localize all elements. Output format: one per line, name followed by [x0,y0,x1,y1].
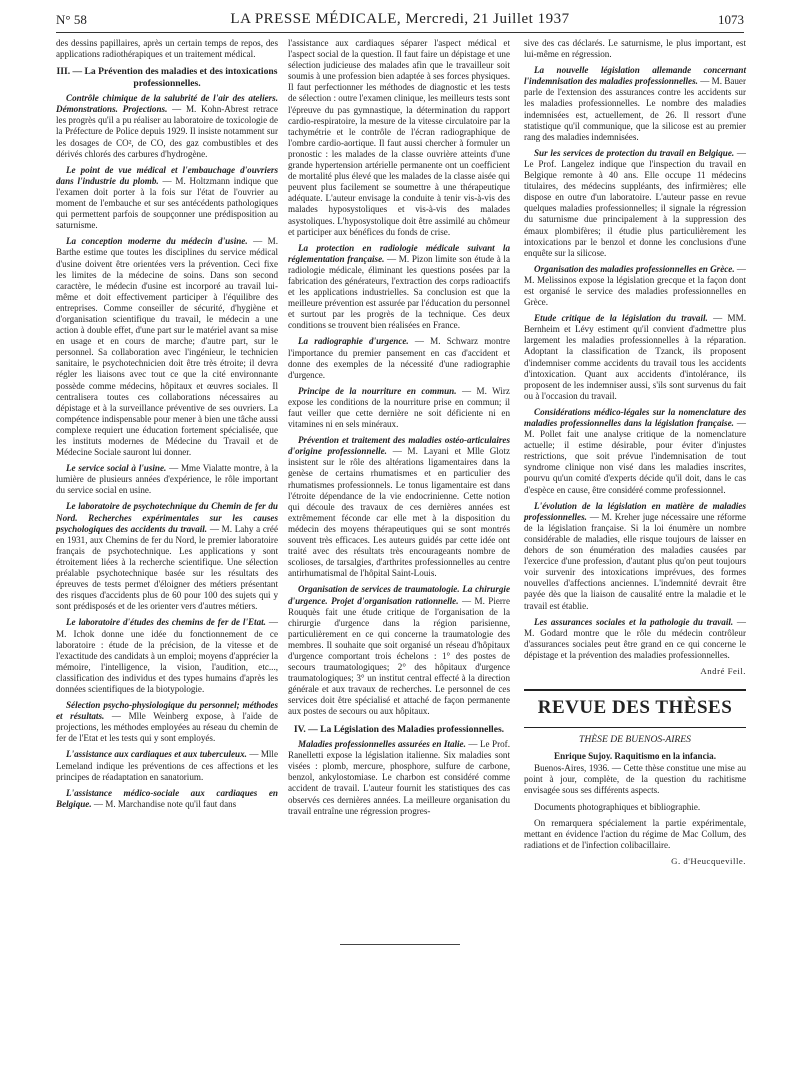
section-item-body: — M. Godard montre que le rôle du médecin contrôleur d'assurances sociales peut être grand en ce qui concerne le dépistage et la prévention des maladies professionnelles. [524,616,746,660]
section-item-title: Le laboratoire de psychotechnique du Chemin de fer du Nord. Recherches expérimentales sur les causes psychologiques des accidents du travail. [56,501,278,534]
section-item [524,501,746,612]
section-item-title: Maladies professionnelles assurées en Italie. [298,739,466,750]
section-item [56,749,278,782]
section-item-body: — M. Barthe estime que toutes les disciplines du service médical d'usine doivent être orientées vers la prévention. Ceci fixe les limites de la médecine de soins. Dans son second caractère, le médecin d'usine est incorporé au travail lui-même et doit effectivement participer à l'équilibre des entreprises. Comme conseiller de sécurité, d'hygiène et d'organisation scientifique du travail, le médecin a une action à double effet, d'une part sur le matériel avant sa mise en usage et en cours de marche; d'autre part, sur le personnel. Sa collaboration avec l'ingénieur, le technicien sanitaire, le psychotechnicien doit être très étroite; il devra régler les liaisons avec tout ce que la cité environnante possède comme médecins, hôpitaux et œuvres sociales. Il centralisera toutes ces collaborations nécessaires au dépistage et à la surveillance préventive de ses ouvriers. La compétence indispensable pour mener à bien une tâche aussi complexe requiert une éducation fortement spécialisée, que les instituts modernes de Médecine du Travail et de Médecine Sociale sauront lui donner. [56,236,278,458]
section-item [524,65,746,143]
section-item-title: Organisation de services de traumatologie. La chirurgie d'urgence. Projet d'organisation rationnelle. [288,584,510,606]
these-body-1: Buenos-Aires, 1936. — Cette thèse constitue une mise au point à jour, complète, de la question du rachitisme envisagée sous ses différents aspects. [524,763,746,796]
page-header [56,10,744,33]
section-item [288,435,510,579]
journal-title: LA PRESSE MÉDICALE, Mercredi, 21 Juillet 1937 [230,11,570,27]
these-head: Enrique Sujoy. Raquitismo en la infancia. [554,751,716,762]
section-item-body: — M. Wirz expose les conditions de la nourriture prise en commun; il faut veiller que cette dernière ne soit déficiente ni en vitamines ni en sels minéraux. [288,385,510,430]
column-3 [524,38,746,877]
these-body-3: On remarquera spécialement la partie expérimentale, mettant en évidence l'action du régime de Mac Collum, des radiations et de l'infection colibacillaire. [524,817,746,850]
section-3-title: III. — La Prévention des maladies et des intoxications professionnelles. [56,66,278,89]
article-columns [56,38,746,938]
section-item [524,264,746,308]
section-item-body: — M. Layani et Mlle Glotz insistent sur le rôle des altérations ligamentaires dans la genèse de certains rhumatismes et en particulier des rhumatismes professionnels. Le tonus ligamentaire est dans l'étroite dépendance de la vie endocrinienne. Cette notion qui découle des travaux de ces dernières années est extrêmement féconde car elle met à la disposition du médecin des moyens thérapeutiques qui se sont montrés souvent très efficaces. Les auteurs guidés par cette idée ont traité avec des résultats très encourageants nombre de scolioses, de tarsalgies, d'arthrites professionnelles au centre antirhumatismal de l'hôpital Saint-Louis. [288,446,510,579]
section-item [288,336,510,380]
section-item-body: — Mme Vialatte montre, à la lumière de plusieurs années d'expérience, le rôle important du service social en usine. [56,463,279,496]
col1-intro: des dessins papillaires, après un certain temps de repos, des applications radiothérapiques et un traitement médical. [56,38,278,60]
section-4-title: IV. — La Législation des Maladies professionnelles. [293,723,505,735]
section-item-title: La protection en radiologie médicale suivant la réglementation française. [288,242,510,264]
section-item [56,463,278,496]
section-item-title: La conception moderne du médecin d'usine. [66,236,248,247]
section-item-title: Les assurances sociales et la pathologie du travail. [534,616,734,627]
section-item-title: Organisation des maladies professionnelles en Grèce. [534,263,735,274]
section-item [56,700,278,744]
section-item-body: — M. Kohn-Abrest retrace les progrès qu'il a pu réaliser au laboratoire de toxicologie de la Préfecture de Police depuis 1929. Il insiste notamment sur les dosages de CO², de CO, des gaz combustibles et des dérivés chlorés des carbures d'hydrogène. [56,104,278,159]
section-item-body: — M. Marchandise note qu'il faut dans [93,798,237,809]
section-item-title: Considérations médico-légales sur la nomenclature des maladies professionnelles dans la législation française. [524,406,746,428]
section-item-title: L'évolution de la législation en matière de maladies professionnelles. [524,500,746,522]
section-item-body: — M. Holtzmann indique que l'examen doit porter à la fois sur l'état de l'ouvrier au moment de l'embauche et sur ses antécédents pathologiques qui permettent parfois de soupçonner une prédisposition au saturnisme. [56,175,278,231]
section-item [56,788,278,810]
col3-intro: sive des cas déclarés. Le saturnisme, le plus important, est lui-même en régression. [524,38,746,60]
section-item [524,407,746,496]
section-item-body: — M. Pierre Rouquès fait une étude critique de l'organisation de la chirurgie d'urgence dans la région parisienne, particulièrement en ce qui concerne la traumatologie des membres. Il souhaite que soit organisé un réseau d'hôpitaux d'urgence comportant trois échelons : 1° des postes de secours traumatologiques; 2° des hôpitaux d'urgence traumatologiques; 3° un institut central effecté à la direction générale et aux travaux de recherches. Le personnel de ces services doit être spécialisé et attaché de façon permanente aux postes de secours ou aux hôpitaux. [288,595,510,717]
section-item-title: Prévention et traitement des maladies ostéo-articulaires d'origine professionnelle. [288,435,510,457]
section-item-body: — M. Kreher juge nécessaire une réforme de la législation française. Si la loi énumère un nombre considérable de maladies, elle risque toujours de laisser en dehors de son énumération des maladies causées par l'exercice d'une profession, d'autant plus qu'on peut toujours voir survenir des intoxications imprévues, des formes nouvelles d'affections anciennes. L'indemnité devrait être payée dès que la liaison de causalité entre la maladie et le travail est établie. [524,511,746,611]
section-item [288,386,510,430]
section-item-title: La radiographie d'urgence. [298,336,409,347]
section-item-body: — Mlle Weinberg expose, à l'aide de projections, les méthodes employées au réseau du chemin de fer de l'Etat et les tests qui y sont employés. [56,711,278,744]
section-item [524,313,746,402]
section-item-title: Le laboratoire d'études des chemins de fer de l'Etat. [66,617,266,628]
section-item [524,148,746,259]
section-item-title: Etude critique de la législation du travail. [534,313,708,324]
section-item-title: Principe de la nourriture en commun. [298,385,457,396]
section-item-body: — M. Schwarz montre l'importance du premier pansement en cas d'accident et donne des exemples de la nécessité d'une radiographie d'urgence. [288,336,510,380]
section-item [288,584,510,717]
section-item-body: — M. Lahy a créé en 1931, aux Chemins de fer du Nord, le premier laboratoire français de psychotechnique. Les applications y sont étroitement liées à la recherche scientifique. Une sélection préalable psychotechnique basée sur les résultats des épreuves de tests permet d'éloigner des métiers présentant des risques d'accidents plus de 60 pour 100 des sujets qui y sont prédisposés et de les orienter vers d'autres métiers. [56,523,279,612]
section-item [288,243,510,332]
section-item-body: — Le Prof. Ranelletti expose la législation italienne. Six maladies sont visées : plomb, mercure, phosphore, sulfure de carbone, benzol, ankylostomiase. Le charbon est considéré comme accident de travail. L'auteur fournit les statistiques des cas observés ces dernières années. La meilleure organisation du travail entraîne une régression progres- [288,739,510,816]
these-title: THÈSE DE BUENOS-AIRES [579,734,691,746]
column-1 [56,38,278,815]
section-item [56,165,278,232]
section-item-body: — MM. Bernheim et Lévy estiment qu'il convient d'admettre plus largement les maladies professionnelles à la réparation. Adoptant la classification de Tzanck, ils proposent d'indemniser comme accidents du travail tous les accidents d'intoxication. Quant aux accidents d'intolérance, ils proposent de les indemniser aussi, s'ils sont survenus du fait ou à l'occasion du travail. [524,313,747,401]
section-item-title: La nouvelle législation allemande concernant l'indemnisation des maladies professionnelles. [524,65,746,87]
section-item [56,93,278,160]
section-item-title: Sur les services de protection du travail en Belgique. [534,147,735,158]
these-body-2: Documents photographiques et bibliographie. [534,801,701,812]
section-item [56,501,278,612]
section-item [56,236,278,458]
section-item [524,617,746,661]
section-item-body: — M. Pollet fait une analyse critique de la nomenclature actuelle; il estime désirable, pour éviter d'injustes restrictions, que soit prévue l'indemnisation de tout syndrome clinique non visé dans les maladies inscrites, pourvu qu'un comité d'experts décide qu'il doit, dans le cas d'espèce en cause, être considéré comme professionnel. [524,418,746,495]
section-item-body: — M. Melissinos expose la législation grecque et la façon dont est organisé le service des maladies professionnelles en Grèce. [524,263,746,308]
section-item-title: L'assistance médico-sociale aux cardiaques en Belgique. [56,787,278,809]
section-item-body: — M. Pizon limite son étude à la radiologie médicale, éliminant les questions posées par la fabrication des générateurs, l'extraction des corps radioactifs et les applications industrielles. Sa conclusion est que la meilleure prévention est assurée par l'éducation du personnel et surtout par les progrès de la technique. Ces deux conditions se trouvent bien réalisées en France. [288,253,510,331]
col2-intro: l'assistance aux cardiaques séparer l'aspect médical et l'aspect social de la question. Il faut faire un dépistage et une sélection judicieuse des malades afin que le travailleur soit soumis à une profession bien adaptée à ses forces physiques. Il faut perfectionner les méthodes de diagnostic et les tests de sélection : outre l'examen clinique, les meilleurs tests sont l'épreuve du pas gymnastique, la détermination du rapport cardio-respiratoire, la mesure de la vitesse circulatoire par la tachymétrie et le contrôle de l'écran radiographique de l'ombre cardio-aortique. Il faut aussi chercher à formuler un pronostic : les malades de la classe ouvrière atteints d'une grande hypertension artérielle permanente ont un coefficient de mortalité plus élevé que les malades de la classe aisée qui peuvent plus facilement se soumettre à une thérapeutique adéquate. L'auteur envisage la conduite à tenir vis-à-vis des malades hyposystoliques et vis-à-vis des malades asystoliques. L'hyposystolique doit être assimilé au chômeur et participer aux bénéfices du fonds de crise. [288,38,510,237]
signature: André Feil. [700,665,746,676]
section-item-body: — Le Prof. Langelez indique que l'inspection du travail en Belgique remonte à 40 ans. Elle occupe 11 médecins titulaires, des médecins suppléants, des infirmières; elle dispose en outre d'un laboratoire. L'auteur passe en revue quelques maladies professionnelles; il signale la régression du saturnisme due principalement à la suppression des émaux plombifères; il étudie plus particulièrement les intoxications par le benzol et donne les conclusions d'une enquête sur la silicose. [524,147,746,258]
section-item-body: — M. Bauer parle de l'extension des assurances contre les accidents sur les maladies professionnelles. Le nombre des maladies indemnisées est, actuellement, de 26. Il ressort d'une statistique qu'il communique, que la silicose est au premier rang des maladies indemnisées. [524,76,746,142]
column-2 [288,38,510,822]
section-item [288,739,510,817]
bottom-rule [340,944,460,945]
section-item-title: Le service social à l'usine. [66,463,167,474]
page-number: 1073 [718,12,744,27]
section-item-title: L'assistance aux cardiaques et aux tuberculeux. [66,749,247,760]
section-item-title: Sélection psycho-physiologique du personnel; méthodes et résultats. [56,700,278,722]
section-item-body: — M. Ichok donne une idée du fonctionnement de ce laboratoire : étude de la précision, de la vitesse et de l'exactitude des candidats à un emploi; moyens d'apprécier la mémoire, l'intelligence, la vision, l'audition, etc..., classification des individus et des types humains d'après les données scientifiques de la biotypologie. [56,617,278,694]
these-signature: G. d'Heucqueville. [671,855,746,866]
section-item [56,617,278,695]
section-item-title: Contrôle chimique de la salubrité de l'air des ateliers. Démonstrations. Projections. [56,93,278,115]
issue-number: N° 58 [56,12,87,27]
section-item-title: Le point de vue médical et l'embauchage d'ouvriers dans l'industrie du plomb. [56,164,278,186]
revue-title: REVUE DES THÈSES [524,689,746,728]
section-item-body: — Mlle Lemeland indique les préventions de ces affections et les principes de réadaptation en sanatorium. [56,749,278,782]
